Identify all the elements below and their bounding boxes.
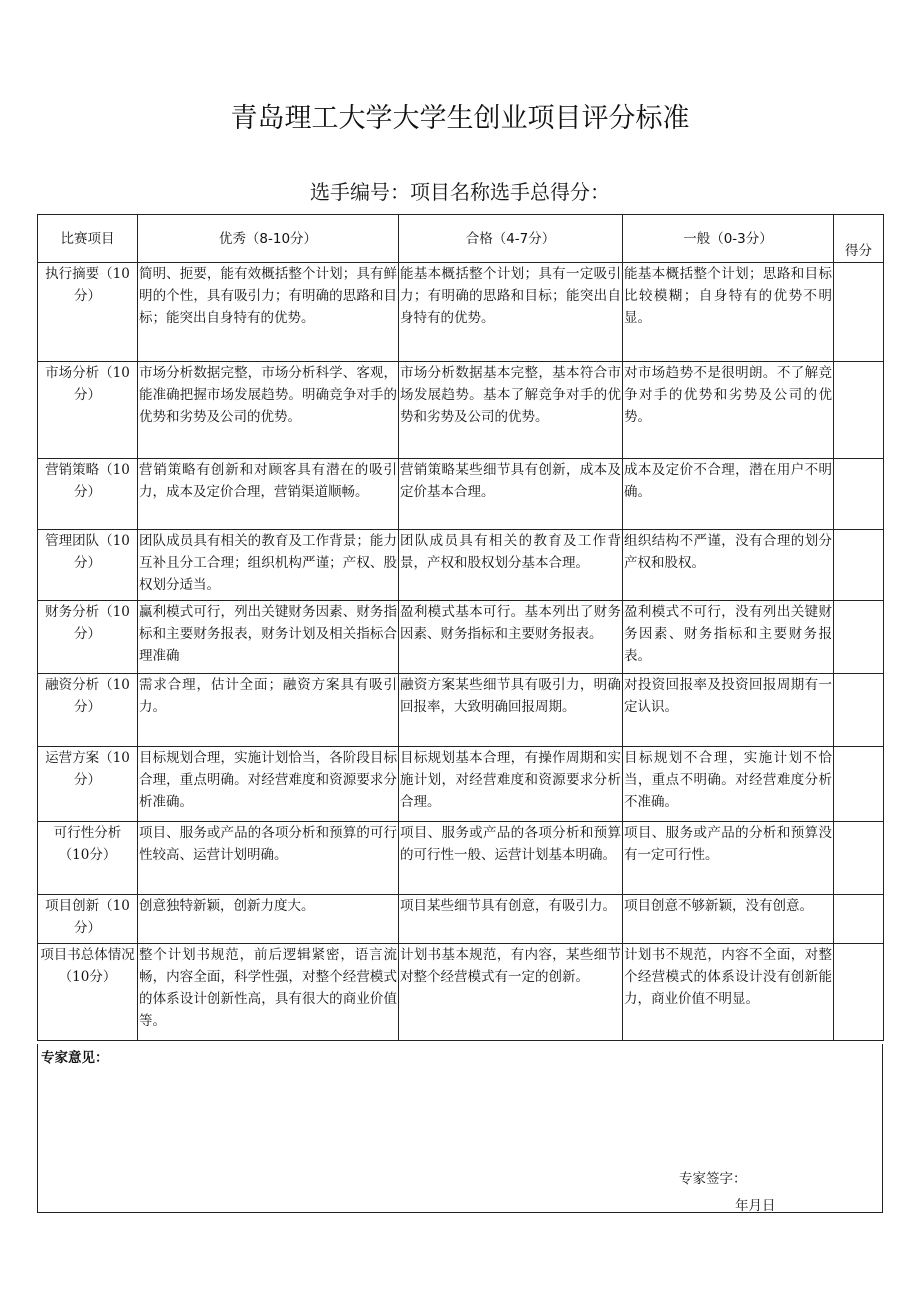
criteria-pass: 市场分析数据基本完整，基本符合市场发展趋势。基本了解竞争对手的优势和劣势及公司的优势。 — [399, 362, 623, 459]
table-header-row — [38, 215, 884, 263]
criteria-excellent: 赢利模式可行，列出关键财务因素、财务指标和主要财务报表，财务计划及相关指标合理准确 — [138, 601, 399, 674]
header-excellent: 优秀（8-10分） — [138, 215, 399, 263]
score-cell[interactable] — [834, 263, 884, 362]
criteria-general: 成本及定价不合理，潜在用户不明确。 — [623, 459, 834, 530]
table-row — [38, 601, 884, 674]
header-score: 得分 — [834, 215, 884, 263]
row-item: 执行摘要（10分） — [38, 263, 138, 362]
score-cell[interactable] — [834, 459, 884, 530]
criteria-general: 项目、服务或产品的分析和预算没有一定可行性。 — [623, 822, 834, 895]
score-cell[interactable] — [834, 674, 884, 747]
table-row — [38, 674, 884, 747]
row-item: 运营方案（10分） — [38, 747, 138, 822]
criteria-pass: 营销策略某些细节具有创新，成本及定价基本合理。 — [399, 459, 623, 530]
criteria-general: 盈利模式不可行，没有列出关键财务因素、财务指标和主要财务报表。 — [623, 601, 834, 674]
table-row — [38, 822, 884, 895]
criteria-excellent: 整个计划书规范，前后逻辑紧密，语言流畅，内容全面，科学性强，对整个经营模式的体系设计创新性高，具有很大的商业价值等。 — [138, 944, 399, 1041]
score-cell[interactable] — [834, 601, 884, 674]
criteria-excellent: 市场分析数据完整，市场分析科学、客观，能准确把握市场发展趋势。明确竞争对手的优势和劣势及公司的优势。 — [138, 362, 399, 459]
criteria-pass: 项目、服务或产品的各项分析和预算的可行性一般、运营计划基本明确。 — [399, 822, 623, 895]
table-row — [38, 459, 884, 530]
table-row — [38, 530, 884, 601]
page-title: 青岛理工大学大学生创业项目评分标准 — [230, 103, 690, 134]
row-item: 市场分析（10分） — [38, 362, 138, 459]
score-cell[interactable] — [834, 362, 884, 459]
table-row — [38, 944, 884, 1041]
expert-opinion-box[interactable] — [37, 1044, 883, 1213]
expert-signature-label: 专家签字： — [679, 1171, 747, 1187]
criteria-pass: 计划书基本规范，有内容，某些细节对整个经营模式有一定的创新。 — [399, 944, 623, 1041]
criteria-excellent: 项目、服务或产品的各项分析和预算的可行性较高、运营计划明确。 — [138, 822, 399, 895]
criteria-general: 组织结构不严谨，没有合理的划分产权和股权。 — [623, 530, 834, 601]
criteria-general: 目标规划不合理，实施计划不恰当，重点不明确。对经营难度分析不准确。 — [623, 747, 834, 822]
criteria-general: 能基本概括整个计划；思路和目标比较模糊；自身特有的优势不明显。 — [623, 263, 834, 362]
date-label: 年月日 — [735, 1198, 776, 1214]
criteria-pass: 团队成员具有相关的教育及工作背景，产权和股权划分基本合理。 — [399, 530, 623, 601]
criteria-pass: 项目某些细节具有创意，有吸引力。 — [399, 895, 623, 944]
criteria-excellent: 目标规划合理，实施计划恰当，各阶段目标合理，重点明确。对经营难度和资源要求分析准确。 — [138, 747, 399, 822]
scoring-table — [37, 214, 884, 1041]
header-item: 比赛项目 — [38, 215, 138, 263]
criteria-general: 对投资回报率及投资回报周期有一定认识。 — [623, 674, 834, 747]
table-row — [38, 263, 884, 362]
row-item: 融资分析（10分） — [38, 674, 138, 747]
criteria-excellent: 团队成员具有相关的教育及工作背景；能力互补且分工合理；组织机构严谨；产权、股权划分适当。 — [138, 530, 399, 601]
expert-opinion-label: 专家意见： — [41, 1050, 109, 1066]
criteria-pass: 融资方案某些细节具有吸引力，明确回报率，大致明确回报周期。 — [399, 674, 623, 747]
criteria-pass: 目标规划基本合理，有操作周期和实施计划，对经营难度和资源要求分析合理。 — [399, 747, 623, 822]
criteria-pass: 盈利模式基本可行。基本列出了财务因素、财务指标和主要财务报表。 — [399, 601, 623, 674]
row-item: 营销策略（10分） — [38, 459, 138, 530]
criteria-excellent: 需求合理，估计全面；融资方案具有吸引力。 — [138, 674, 399, 747]
criteria-general: 计划书不规范，内容不全面，对整个经营模式的体系设计没有创新能力，商业价值不明显。 — [623, 944, 834, 1041]
row-item: 项目创新（10分） — [38, 895, 138, 944]
row-item: 管理团队（10分） — [38, 530, 138, 601]
score-cell[interactable] — [834, 895, 884, 944]
row-item: 财务分析（10分） — [38, 601, 138, 674]
score-cell[interactable] — [834, 822, 884, 895]
header-pass: 合格（4-7分） — [399, 215, 623, 263]
row-item: 项目书总体情况（10分） — [38, 944, 138, 1041]
row-item: 可行性分析（10分） — [38, 822, 138, 895]
criteria-general: 项目创意不够新颖，没有创意。 — [623, 895, 834, 944]
criteria-excellent: 营销策略有创新和对顾客具有潜在的吸引力，成本及定价合理，营销渠道顺畅。 — [138, 459, 399, 530]
criteria-pass: 能基本概括整个计划；具有一定吸引力；有明确的思路和目标；能突出自身特有的优势。 — [399, 263, 623, 362]
criteria-excellent: 简明、扼要，能有效概括整个计划；具有鲜明的个性，具有吸引力；有明确的思路和目标；能突出自身特有的优势。 — [138, 263, 399, 362]
score-cell[interactable] — [834, 530, 884, 601]
contestant-info-line: 选手编号：项目名称选手总得分： — [310, 180, 610, 204]
score-cell[interactable] — [834, 747, 884, 822]
criteria-excellent: 创意独特新颖，创新力度大。 — [138, 895, 399, 944]
table-row — [38, 362, 884, 459]
score-cell[interactable] — [834, 944, 884, 1041]
table-row — [38, 895, 884, 944]
header-general: 一般（0-3分） — [623, 215, 834, 263]
table-row — [38, 747, 884, 822]
criteria-general: 对市场趋势不是很明朗。不了解竞争对手的优势和劣势及公司的优势。 — [623, 362, 834, 459]
